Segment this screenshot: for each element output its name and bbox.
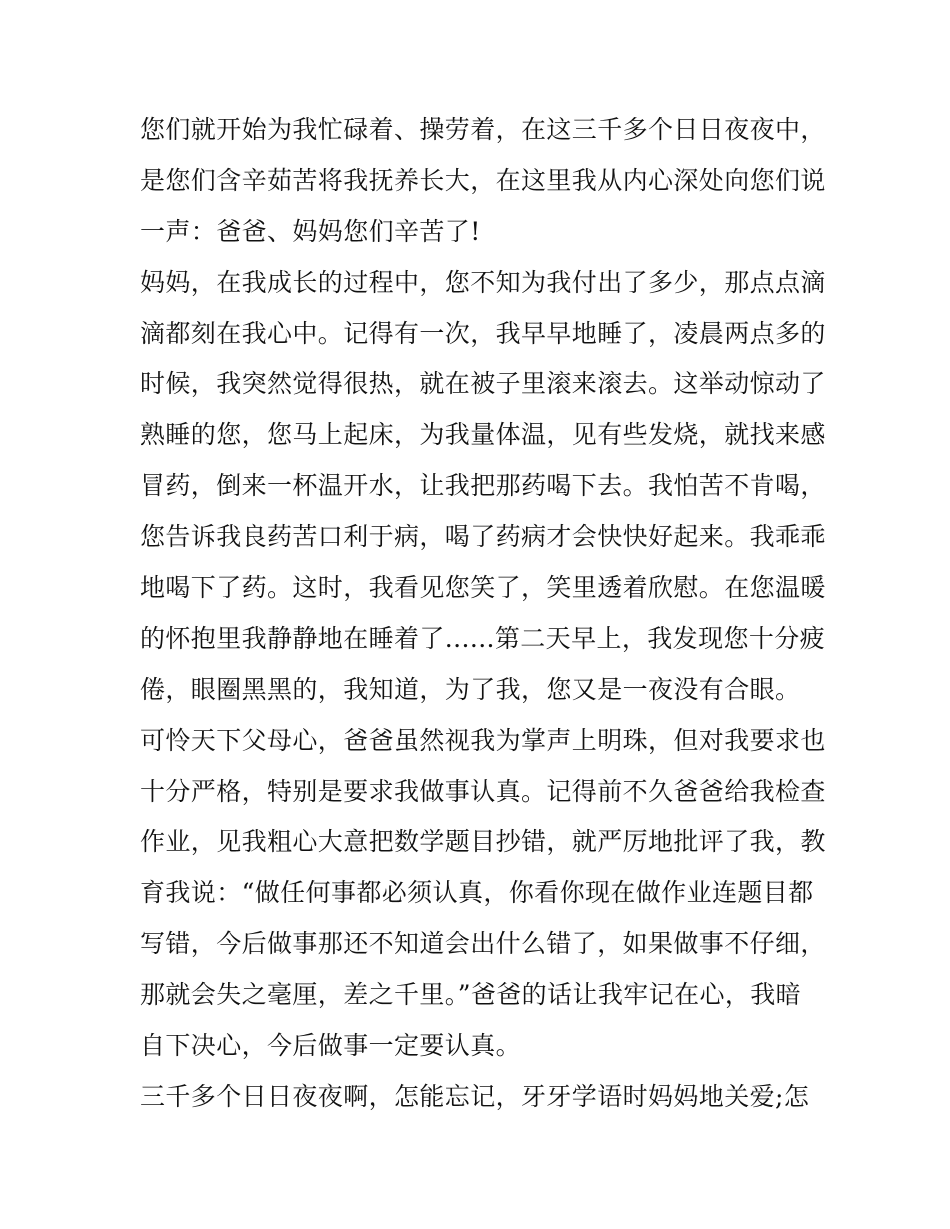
text-line: 时候，我突然觉得很热，就在被子里滚来滚去。这举动惊动了 xyxy=(140,369,826,399)
text-line: 自下决心，今后做事一定要认真。 xyxy=(140,1031,522,1061)
text-line: 可怜天下父母心，爸爸虽然视我为掌声上明珠，但对我要求也 xyxy=(140,725,826,755)
text-line: 妈妈，在我成长的过程中，您不知为我付出了多少，那点点滴 xyxy=(140,267,826,297)
text-line: 您告诉我良药苦口利于病，喝了药病才会快快好起来。我乖乖 xyxy=(140,522,826,552)
text-line: 作业，见我粗心大意把数学题目抄错，就严厉地批评了我，教 xyxy=(140,827,826,857)
text-line: 写错，今后做事那还不知道会出什么错了，如果做事不仔细， xyxy=(140,929,826,959)
text-line: 地喝下了药。这时，我看见您笑了，笑里透着欣慰。在您温暖 xyxy=(140,573,826,603)
text-line: 三千多个日日夜夜啊，怎能忘记，牙牙学语时妈妈地关爱;怎 xyxy=(140,1081,810,1111)
text-line: 的怀抱里我静静地在睡着了......第二天早上，我发现您十分疲 xyxy=(140,623,826,653)
text-line: 育我说：“做任何事都必须认真，你看你现在做作业连题目都 xyxy=(140,878,814,908)
text-line: 十分严格，特别是要求我做事认真。记得前不久爸爸给我检查 xyxy=(140,776,826,806)
text-line: 倦，眼圈黑黑的，我知道，为了我，您又是一夜没有合眼。 xyxy=(140,674,801,704)
text-line: 一声：爸爸、妈妈您们辛苦了! xyxy=(140,216,481,246)
essay-text xyxy=(140,105,840,1123)
text-line: 您们就开始为我忙碌着、操劳着，在这三千多个日日夜夜中， xyxy=(140,115,826,144)
text-line: 滴都刻在我心中。记得有一次，我早早地睡了，凌晨两点多的 xyxy=(140,318,826,348)
text-line: 是您们含辛茹苦将我抚养长大，在这里我从内心深处向您们说 xyxy=(140,165,826,195)
text-line: 那就会失之毫厘，差之千里。”爸爸的话让我牢记在心，我暗 xyxy=(140,980,802,1010)
text-line: 熟睡的您，您马上起床，为我量体温，见有些发烧，就找来感 xyxy=(140,420,826,450)
text-line: 冒药，倒来一杯温开水，让我把那药喝下去。我怕苦不肯喝， xyxy=(140,471,826,501)
